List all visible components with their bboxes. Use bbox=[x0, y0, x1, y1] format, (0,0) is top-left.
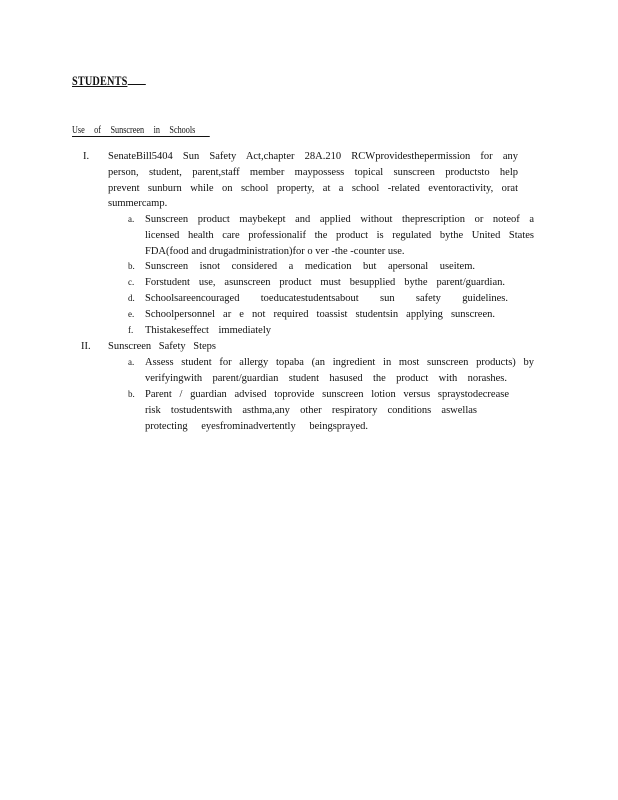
list-marker: a. bbox=[128, 214, 135, 224]
list-item-line: risk tostudentswith asthma,any other respiratory conditions aswellas bbox=[145, 404, 477, 416]
paragraph-line: Sunscreen Safety Steps bbox=[108, 341, 216, 352]
list-item-line: Parent / guardian advised toprovide sunscreen lotion versus spraystodecrease bbox=[145, 389, 509, 400]
section-paragraph bbox=[108, 149, 518, 212]
section-marker: I. bbox=[83, 151, 90, 162]
list-item-line: Thistakeseffect immediately bbox=[145, 325, 271, 336]
paragraph-line: summercamp. bbox=[108, 198, 168, 210]
list-item bbox=[145, 259, 475, 275]
list-marker: c. bbox=[128, 277, 135, 287]
paragraph-line: SenateBill5404 Sun Safety Act,chapter 28A.210 RCWprovidesthepermission for any bbox=[108, 151, 518, 162]
page-title bbox=[72, 74, 145, 89]
list-item bbox=[145, 212, 534, 259]
list-item-line: licensed health care professionalif the product is regulated bythe United States bbox=[145, 229, 534, 241]
list-item bbox=[145, 355, 534, 387]
title-underline bbox=[127, 74, 145, 85]
list-item-line: Schoolpersonnel ar e not required toassist studentsin applying sunscreen. bbox=[145, 309, 495, 320]
list-item-line: Forstudent use, asunscreen product must besupplied bythe parent/guardian. bbox=[145, 277, 505, 288]
list-item bbox=[145, 323, 271, 339]
paragraph-line: prevent sunburn while on school property, at a school -related eventoractivity, orat bbox=[108, 182, 518, 194]
section-heading: Use of Sunscreen in Schools bbox=[72, 125, 210, 137]
list-item bbox=[145, 387, 509, 434]
list-item-line: Sunscreen isnot considered a medication but apersonal useitem. bbox=[145, 261, 475, 272]
title-text: STUDENTS bbox=[72, 74, 128, 88]
paragraph-line: person, student, parent,staff member maypossess topical sunscreen productsto help bbox=[108, 166, 518, 178]
list-item bbox=[145, 275, 505, 291]
list-item-line: Schoolsareencouraged toeducatestudentsabout sun safety guidelines. bbox=[145, 293, 508, 304]
list-item-line: FDA(food and drugadministration)for o ver -the -counter use. bbox=[145, 245, 405, 257]
section-paragraph bbox=[108, 339, 216, 355]
list-item bbox=[145, 291, 508, 307]
list-marker: f. bbox=[128, 325, 134, 335]
list-item-line: verifyingwith parent/guardian student hasused the product with norashes. bbox=[145, 372, 507, 384]
list-item bbox=[145, 307, 495, 323]
section-marker: II. bbox=[81, 341, 91, 352]
list-marker: a. bbox=[128, 357, 135, 367]
list-item-line: Assess student for allergy topaba (an ingredient in most sunscreen products) by bbox=[145, 357, 534, 368]
list-marker: d. bbox=[128, 293, 135, 303]
list-marker: b. bbox=[128, 261, 135, 271]
list-item-line: protecting eyesfrominadvertently beingsprayed. bbox=[145, 420, 368, 432]
list-marker: b. bbox=[128, 389, 135, 399]
list-item-line: Sunscreen product maybekept and applied without theprescription or noteof a bbox=[145, 214, 534, 225]
list-marker: e. bbox=[128, 309, 135, 319]
